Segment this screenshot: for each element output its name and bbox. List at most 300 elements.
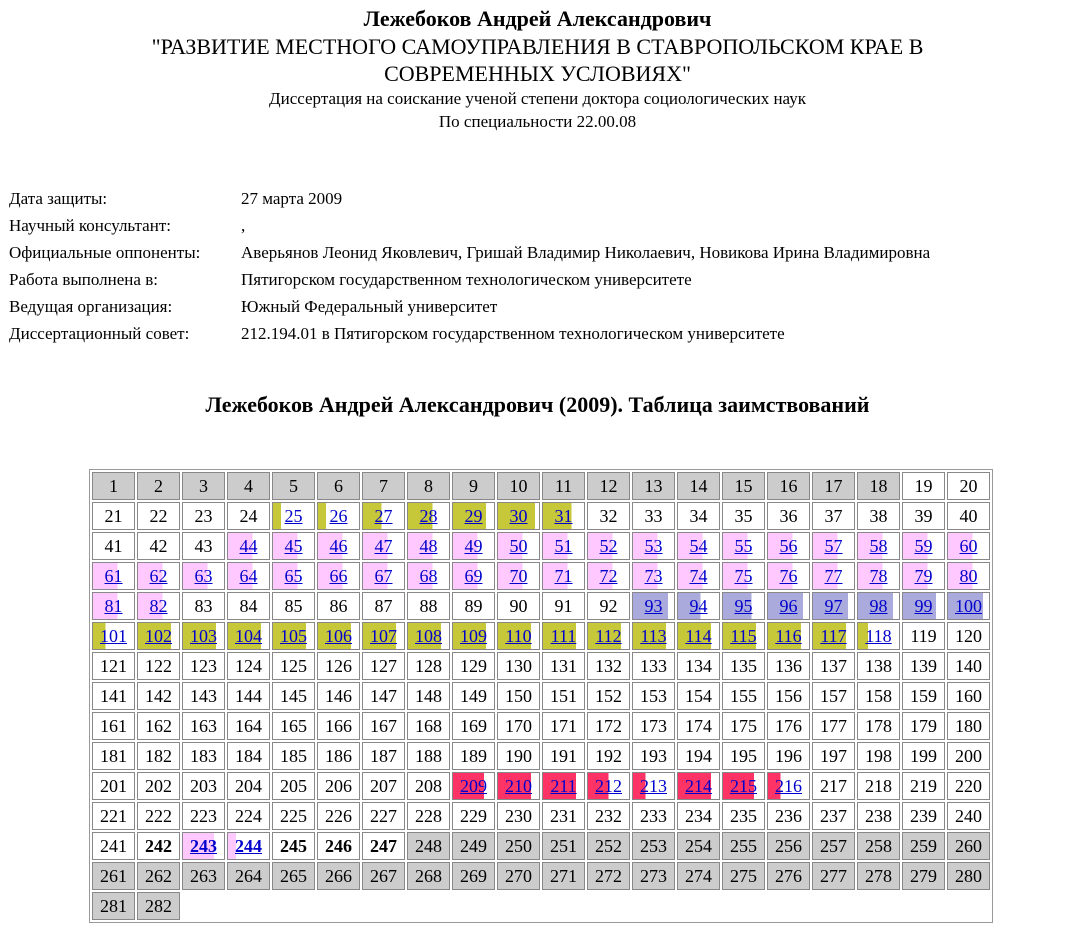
- page-cell-115[interactable]: [722, 622, 765, 650]
- page-link-210[interactable]: 210: [505, 776, 532, 796]
- page-cell-32: 32: [587, 502, 630, 530]
- page-link-109[interactable]: 109: [460, 626, 487, 646]
- page-cell-269: 269: [452, 862, 495, 890]
- page-link-118[interactable]: 118: [865, 626, 892, 646]
- page-cell-224: 224: [227, 802, 270, 830]
- page-cell-68[interactable]: [407, 562, 450, 590]
- page-cell-54[interactable]: [677, 532, 720, 560]
- page-cell-28[interactable]: [407, 502, 450, 530]
- page-cell-148: 148: [407, 682, 450, 710]
- page-cell-238: 238: [857, 802, 900, 830]
- page-cell-204: 204: [227, 772, 270, 800]
- page-link-113[interactable]: 113: [640, 626, 667, 646]
- page-cell-210[interactable]: [497, 772, 540, 800]
- page-link-31[interactable]: 31: [554, 506, 573, 526]
- page-cell-247: 247: [362, 832, 405, 860]
- page-cell-18: 18: [857, 472, 900, 500]
- page-link-58[interactable]: 58: [869, 536, 888, 556]
- page-cell-29[interactable]: [452, 502, 495, 530]
- page-link-215[interactable]: 215: [730, 776, 757, 796]
- page-cell-49[interactable]: [452, 532, 495, 560]
- page-link-64[interactable]: 64: [239, 566, 258, 586]
- page-cell-36: 36: [767, 502, 810, 530]
- info-row: [9, 266, 930, 293]
- empty-cell: [362, 892, 405, 920]
- page-cell-90: 90: [497, 592, 540, 620]
- page-link-69[interactable]: 69: [464, 566, 483, 586]
- page-cell-179: 179: [902, 712, 945, 740]
- page-cell-244[interactable]: [227, 832, 270, 860]
- page-link-76[interactable]: 76: [779, 566, 798, 586]
- page-cell-13: 13: [632, 472, 675, 500]
- page-cell-129: 129: [452, 652, 495, 680]
- page-link-100[interactable]: 100: [955, 596, 982, 616]
- page-cell-106[interactable]: [317, 622, 360, 650]
- page-cell-94[interactable]: [677, 592, 720, 620]
- page-cell-217: 217: [812, 772, 855, 800]
- page-cell-122: 122: [137, 652, 180, 680]
- page-cell-112[interactable]: [587, 622, 630, 650]
- page-cell-120: 120: [947, 622, 990, 650]
- page-cell-188: 188: [407, 742, 450, 770]
- page-link-28[interactable]: 28: [419, 506, 438, 526]
- grid-row: [92, 592, 990, 620]
- page-cell-277: 277: [812, 862, 855, 890]
- page-cell-61[interactable]: [92, 562, 135, 590]
- grid-row: [92, 772, 990, 800]
- page-link-62[interactable]: 62: [149, 566, 168, 586]
- page-link-73[interactable]: 73: [644, 566, 663, 586]
- page-cell-262: 262: [137, 862, 180, 890]
- empty-cell: [902, 892, 945, 920]
- page-cell-232: 232: [587, 802, 630, 830]
- page-cell-136: 136: [767, 652, 810, 680]
- grid-row: [92, 502, 990, 530]
- page-cell-77[interactable]: [812, 562, 855, 590]
- page-cell-72[interactable]: [587, 562, 630, 590]
- page-cell-50[interactable]: [497, 532, 540, 560]
- page-link-68[interactable]: 68: [419, 566, 438, 586]
- page-cell-65[interactable]: [272, 562, 315, 590]
- page-link-101[interactable]: 101: [100, 626, 127, 646]
- page-cell-98[interactable]: [857, 592, 900, 620]
- page-link-107[interactable]: 107: [370, 626, 397, 646]
- page-cell-109[interactable]: [452, 622, 495, 650]
- page-cell-75[interactable]: [722, 562, 765, 590]
- page-cell-25[interactable]: [272, 502, 315, 530]
- page-cell-79[interactable]: [902, 562, 945, 590]
- page-cell-74[interactable]: [677, 562, 720, 590]
- page-cell-93[interactable]: [632, 592, 675, 620]
- page-cell-55[interactable]: [722, 532, 765, 560]
- empty-cell: [317, 892, 360, 920]
- page-cell-66[interactable]: [317, 562, 360, 590]
- page-link-49[interactable]: 49: [464, 536, 483, 556]
- page-cell-102[interactable]: [137, 622, 180, 650]
- page-link-209[interactable]: 209: [460, 776, 487, 796]
- grid-row: [92, 862, 990, 890]
- page-link-71[interactable]: 71: [554, 566, 573, 586]
- info-row: [9, 185, 930, 212]
- page-cell-70[interactable]: [497, 562, 540, 590]
- page-cell-23: 23: [182, 502, 225, 530]
- page-link-108[interactable]: 108: [415, 626, 442, 646]
- page-cell-96[interactable]: [767, 592, 810, 620]
- page-cell-52[interactable]: [587, 532, 630, 560]
- page-cell-111[interactable]: [542, 622, 585, 650]
- page-cell-271: 271: [542, 862, 585, 890]
- page-cell-157: 157: [812, 682, 855, 710]
- page-cell-274: 274: [677, 862, 720, 890]
- page-cell-118[interactable]: [857, 622, 900, 650]
- page-link-103[interactable]: 103: [190, 626, 217, 646]
- grid-row: [92, 472, 990, 500]
- page-cell-278: 278: [857, 862, 900, 890]
- page-cell-45[interactable]: [272, 532, 315, 560]
- page-cell-166: 166: [317, 712, 360, 740]
- page-link-98[interactable]: 98: [869, 596, 888, 616]
- page-cell-252: 252: [587, 832, 630, 860]
- page-cell-201: 201: [92, 772, 135, 800]
- page-link-27[interactable]: 27: [374, 506, 393, 526]
- page-link-50[interactable]: 50: [509, 536, 528, 556]
- page-link-117[interactable]: 117: [820, 626, 847, 646]
- page-link-61[interactable]: 61: [104, 566, 123, 586]
- page-cell-134: 134: [677, 652, 720, 680]
- page-cell-48[interactable]: [407, 532, 450, 560]
- page-cell-100[interactable]: [947, 592, 990, 620]
- page-link-55[interactable]: 55: [734, 536, 753, 556]
- page-cell-46[interactable]: [317, 532, 360, 560]
- page-cell-143: 143: [182, 682, 225, 710]
- info-value: 212.194.01 в Пятигорском государственном технологическом университете: [241, 323, 785, 343]
- page-cell-176: 176: [767, 712, 810, 740]
- page-cell-5: 5: [272, 472, 315, 500]
- page-cell-56[interactable]: [767, 532, 810, 560]
- page-cell-114[interactable]: [677, 622, 720, 650]
- page-cell-236: 236: [767, 802, 810, 830]
- page-cell-141: 141: [92, 682, 135, 710]
- empty-cell: [677, 892, 720, 920]
- page-cell-198: 198: [857, 742, 900, 770]
- page-link-216[interactable]: 216: [775, 776, 802, 796]
- page-cell-31[interactable]: [542, 502, 585, 530]
- page-cell-16: 16: [767, 472, 810, 500]
- page-cell-107[interactable]: [362, 622, 405, 650]
- page-link-214[interactable]: 214: [685, 776, 712, 796]
- page-link-96[interactable]: 96: [779, 596, 798, 616]
- grid-row: [92, 682, 990, 710]
- page-cell-47[interactable]: [362, 532, 405, 560]
- page-cell-43: 43: [182, 532, 225, 560]
- page-cell-73[interactable]: [632, 562, 675, 590]
- page-cell-280: 280: [947, 862, 990, 890]
- page-link-56[interactable]: 56: [779, 536, 798, 556]
- page-link-81[interactable]: 81: [104, 596, 123, 616]
- empty-cell: [452, 892, 495, 920]
- grid-row: [92, 892, 990, 920]
- page-cell-199: 199: [902, 742, 945, 770]
- page-cell-170: 170: [497, 712, 540, 740]
- grid-row: [92, 802, 990, 830]
- page-cell-60[interactable]: [947, 532, 990, 560]
- page-cell-108[interactable]: [407, 622, 450, 650]
- page-cell-164: 164: [227, 712, 270, 740]
- page-cell-95[interactable]: [722, 592, 765, 620]
- page-cell-63[interactable]: [182, 562, 225, 590]
- page-cell-62[interactable]: [137, 562, 180, 590]
- page-cell-245: 245: [272, 832, 315, 860]
- page-link-45[interactable]: 45: [284, 536, 303, 556]
- page-link-111[interactable]: 111: [550, 626, 577, 646]
- page-cell-37: 37: [812, 502, 855, 530]
- page-link-66[interactable]: 66: [329, 566, 348, 586]
- page-cell-64[interactable]: [227, 562, 270, 590]
- page-cell-150: 150: [497, 682, 540, 710]
- page-cell-116[interactable]: [767, 622, 810, 650]
- page-link-65[interactable]: 65: [284, 566, 303, 586]
- page-link-46[interactable]: 46: [329, 536, 348, 556]
- page-cell-266: 266: [317, 862, 360, 890]
- info-label: Официальные оппоненты:: [9, 242, 201, 262]
- page-link-110[interactable]: 110: [505, 626, 532, 646]
- page-cell-40: 40: [947, 502, 990, 530]
- page-link-72[interactable]: 72: [599, 566, 618, 586]
- page-cell-128: 128: [407, 652, 450, 680]
- page-cell-268: 268: [407, 862, 450, 890]
- page-cell-202: 202: [137, 772, 180, 800]
- page-cell-227: 227: [362, 802, 405, 830]
- empty-cell: [812, 892, 855, 920]
- page-cell-194: 194: [677, 742, 720, 770]
- page-cell-233: 233: [632, 802, 675, 830]
- page-link-116[interactable]: 116: [775, 626, 802, 646]
- page-cell-104[interactable]: [227, 622, 270, 650]
- page-cell-251: 251: [542, 832, 585, 860]
- page-cell-139: 139: [902, 652, 945, 680]
- page-cell-154: 154: [677, 682, 720, 710]
- page-cell-186: 186: [317, 742, 360, 770]
- page-cell-59[interactable]: [902, 532, 945, 560]
- page-link-212[interactable]: 212: [595, 776, 622, 796]
- page-link-97[interactable]: 97: [824, 596, 843, 616]
- page-cell-187: 187: [362, 742, 405, 770]
- page-link-243[interactable]: 243: [190, 836, 217, 856]
- page-cell-26[interactable]: [317, 502, 360, 530]
- grid-row: [92, 622, 990, 650]
- page-cell-42: 42: [137, 532, 180, 560]
- page-cell-142: 142: [137, 682, 180, 710]
- page-cell-246: 246: [317, 832, 360, 860]
- page-cell-161: 161: [92, 712, 135, 740]
- page-cell-220: 220: [947, 772, 990, 800]
- page-link-75[interactable]: 75: [734, 566, 753, 586]
- page-cell-254: 254: [677, 832, 720, 860]
- page-link-53[interactable]: 53: [644, 536, 663, 556]
- page-cell-152: 152: [587, 682, 630, 710]
- page-link-47[interactable]: 47: [374, 536, 393, 556]
- page-cell-27[interactable]: [362, 502, 405, 530]
- page-cell-138: 138: [857, 652, 900, 680]
- page-cell-174: 174: [677, 712, 720, 740]
- page-link-80[interactable]: 80: [959, 566, 978, 586]
- empty-cell: [857, 892, 900, 920]
- page-cell-20: 20: [947, 472, 990, 500]
- page-link-104[interactable]: 104: [235, 626, 262, 646]
- page-cell-209[interactable]: [452, 772, 495, 800]
- page-link-78[interactable]: 78: [869, 566, 888, 586]
- page-cell-117[interactable]: [812, 622, 855, 650]
- empty-cell: [632, 892, 675, 920]
- page-cell-99[interactable]: [902, 592, 945, 620]
- page-cell-215[interactable]: [722, 772, 765, 800]
- page-cell-181: 181: [92, 742, 135, 770]
- page-cell-276: 276: [767, 862, 810, 890]
- page-cell-51[interactable]: [542, 532, 585, 560]
- page-link-105[interactable]: 105: [280, 626, 307, 646]
- author-name: Лежебоков Андрей Александрович: [363, 6, 712, 31]
- page-link-77[interactable]: 77: [824, 566, 843, 586]
- page-cell-270: 270: [497, 862, 540, 890]
- page-cell-53[interactable]: [632, 532, 675, 560]
- page-cell-30[interactable]: [497, 502, 540, 530]
- page-link-106[interactable]: 106: [325, 626, 352, 646]
- page-link-79[interactable]: 79: [914, 566, 933, 586]
- page-cell-206: 206: [317, 772, 360, 800]
- page-cell-97[interactable]: [812, 592, 855, 620]
- page-cell-103[interactable]: [182, 622, 225, 650]
- page-cell-216[interactable]: [767, 772, 810, 800]
- page-cell-76[interactable]: [767, 562, 810, 590]
- page-cell-1: 1: [92, 472, 135, 500]
- page-cell-250: 250: [497, 832, 540, 860]
- page-link-114[interactable]: 114: [685, 626, 712, 646]
- grid-row: [92, 832, 990, 860]
- page-link-57[interactable]: 57: [824, 536, 843, 556]
- page-cell-17: 17: [812, 472, 855, 500]
- page-cell-155: 155: [722, 682, 765, 710]
- page-cell-249: 249: [452, 832, 495, 860]
- page-cell-159: 159: [902, 682, 945, 710]
- page-cell-78[interactable]: [857, 562, 900, 590]
- page-link-94[interactable]: 94: [689, 596, 708, 616]
- page-link-213[interactable]: 213: [640, 776, 667, 796]
- page-link-99[interactable]: 99: [914, 596, 933, 616]
- page-cell-162: 162: [137, 712, 180, 740]
- info-row: [9, 293, 930, 320]
- page-link-44[interactable]: 44: [239, 536, 258, 556]
- page-cell-248: 248: [407, 832, 450, 860]
- page-cell-124: 124: [227, 652, 270, 680]
- page-link-30[interactable]: 30: [509, 506, 528, 526]
- info-value: Южный Федеральный университет: [241, 296, 498, 316]
- info-label: Работа выполнена в:: [9, 269, 158, 289]
- page-cell-211[interactable]: [542, 772, 585, 800]
- page-cell-80[interactable]: [947, 562, 990, 590]
- page-cell-196: 196: [767, 742, 810, 770]
- empty-cell: [407, 892, 450, 920]
- page-link-112[interactable]: 112: [595, 626, 622, 646]
- page-link-244[interactable]: 244: [235, 836, 262, 856]
- page-link-26[interactable]: 26: [329, 506, 348, 526]
- page-cell-82[interactable]: [137, 592, 180, 620]
- page-link-29[interactable]: 29: [464, 506, 483, 526]
- page-cell-105[interactable]: [272, 622, 315, 650]
- page-cell-33: 33: [632, 502, 675, 530]
- page-link-70[interactable]: 70: [509, 566, 528, 586]
- page-link-59[interactable]: 59: [914, 536, 933, 556]
- page-cell-9: 9: [452, 472, 495, 500]
- page-cell-169: 169: [452, 712, 495, 740]
- page-cell-110[interactable]: [497, 622, 540, 650]
- page-cell-222: 222: [137, 802, 180, 830]
- page-cell-123: 123: [182, 652, 225, 680]
- page-link-115[interactable]: 115: [730, 626, 757, 646]
- page-cell-71[interactable]: [542, 562, 585, 590]
- info-row: [9, 239, 930, 266]
- page-cell-184: 184: [227, 742, 270, 770]
- page-cell-214[interactable]: [677, 772, 720, 800]
- page-link-82[interactable]: 82: [149, 596, 168, 616]
- page-link-48[interactable]: 48: [419, 536, 438, 556]
- page-cell-67[interactable]: [362, 562, 405, 590]
- page-link-54[interactable]: 54: [689, 536, 708, 556]
- borrowings-table-title: Лежебоков Андрей Александрович (2009). Таблица заимствований: [205, 392, 870, 417]
- page-cell-273: 273: [632, 862, 675, 890]
- page-cell-223: 223: [182, 802, 225, 830]
- page-link-211[interactable]: 211: [550, 776, 577, 796]
- page-cell-243[interactable]: [182, 832, 225, 860]
- page-cell-81[interactable]: [92, 592, 135, 620]
- page-link-25[interactable]: 25: [284, 506, 303, 526]
- page-cell-121: 121: [92, 652, 135, 680]
- page-cell-205: 205: [272, 772, 315, 800]
- page-cell-58[interactable]: [857, 532, 900, 560]
- page-link-63[interactable]: 63: [194, 566, 213, 586]
- page-cell-101[interactable]: [92, 622, 135, 650]
- page-cell-34: 34: [677, 502, 720, 530]
- page-cell-145: 145: [272, 682, 315, 710]
- page-cell-44[interactable]: [227, 532, 270, 560]
- page-cell-113[interactable]: [632, 622, 675, 650]
- page-cell-200: 200: [947, 742, 990, 770]
- page-cell-57[interactable]: [812, 532, 855, 560]
- info-value: Пятигорском государственном технологическом университете: [241, 269, 692, 289]
- page-cell-229: 229: [452, 802, 495, 830]
- page-link-67[interactable]: 67: [374, 566, 393, 586]
- page-link-51[interactable]: 51: [554, 536, 573, 556]
- page-link-102[interactable]: 102: [145, 626, 172, 646]
- page-cell-151: 151: [542, 682, 585, 710]
- page-cell-213[interactable]: [632, 772, 675, 800]
- info-row: [9, 320, 930, 347]
- page-cell-207: 207: [362, 772, 405, 800]
- grid-row: [92, 652, 990, 680]
- page-link-52[interactable]: 52: [599, 536, 618, 556]
- empty-cell: [947, 892, 990, 920]
- page-cell-267: 267: [362, 862, 405, 890]
- page-cell-261: 261: [92, 862, 135, 890]
- page-cell-171: 171: [542, 712, 585, 740]
- page-cell-86: 86: [317, 592, 360, 620]
- page-link-95[interactable]: 95: [734, 596, 753, 616]
- page-cell-69[interactable]: [452, 562, 495, 590]
- page-link-93[interactable]: 93: [644, 596, 663, 616]
- page-cell-212[interactable]: [587, 772, 630, 800]
- grid-row: [92, 532, 990, 560]
- page-link-60[interactable]: 60: [959, 536, 978, 556]
- page-link-74[interactable]: 74: [689, 566, 708, 586]
